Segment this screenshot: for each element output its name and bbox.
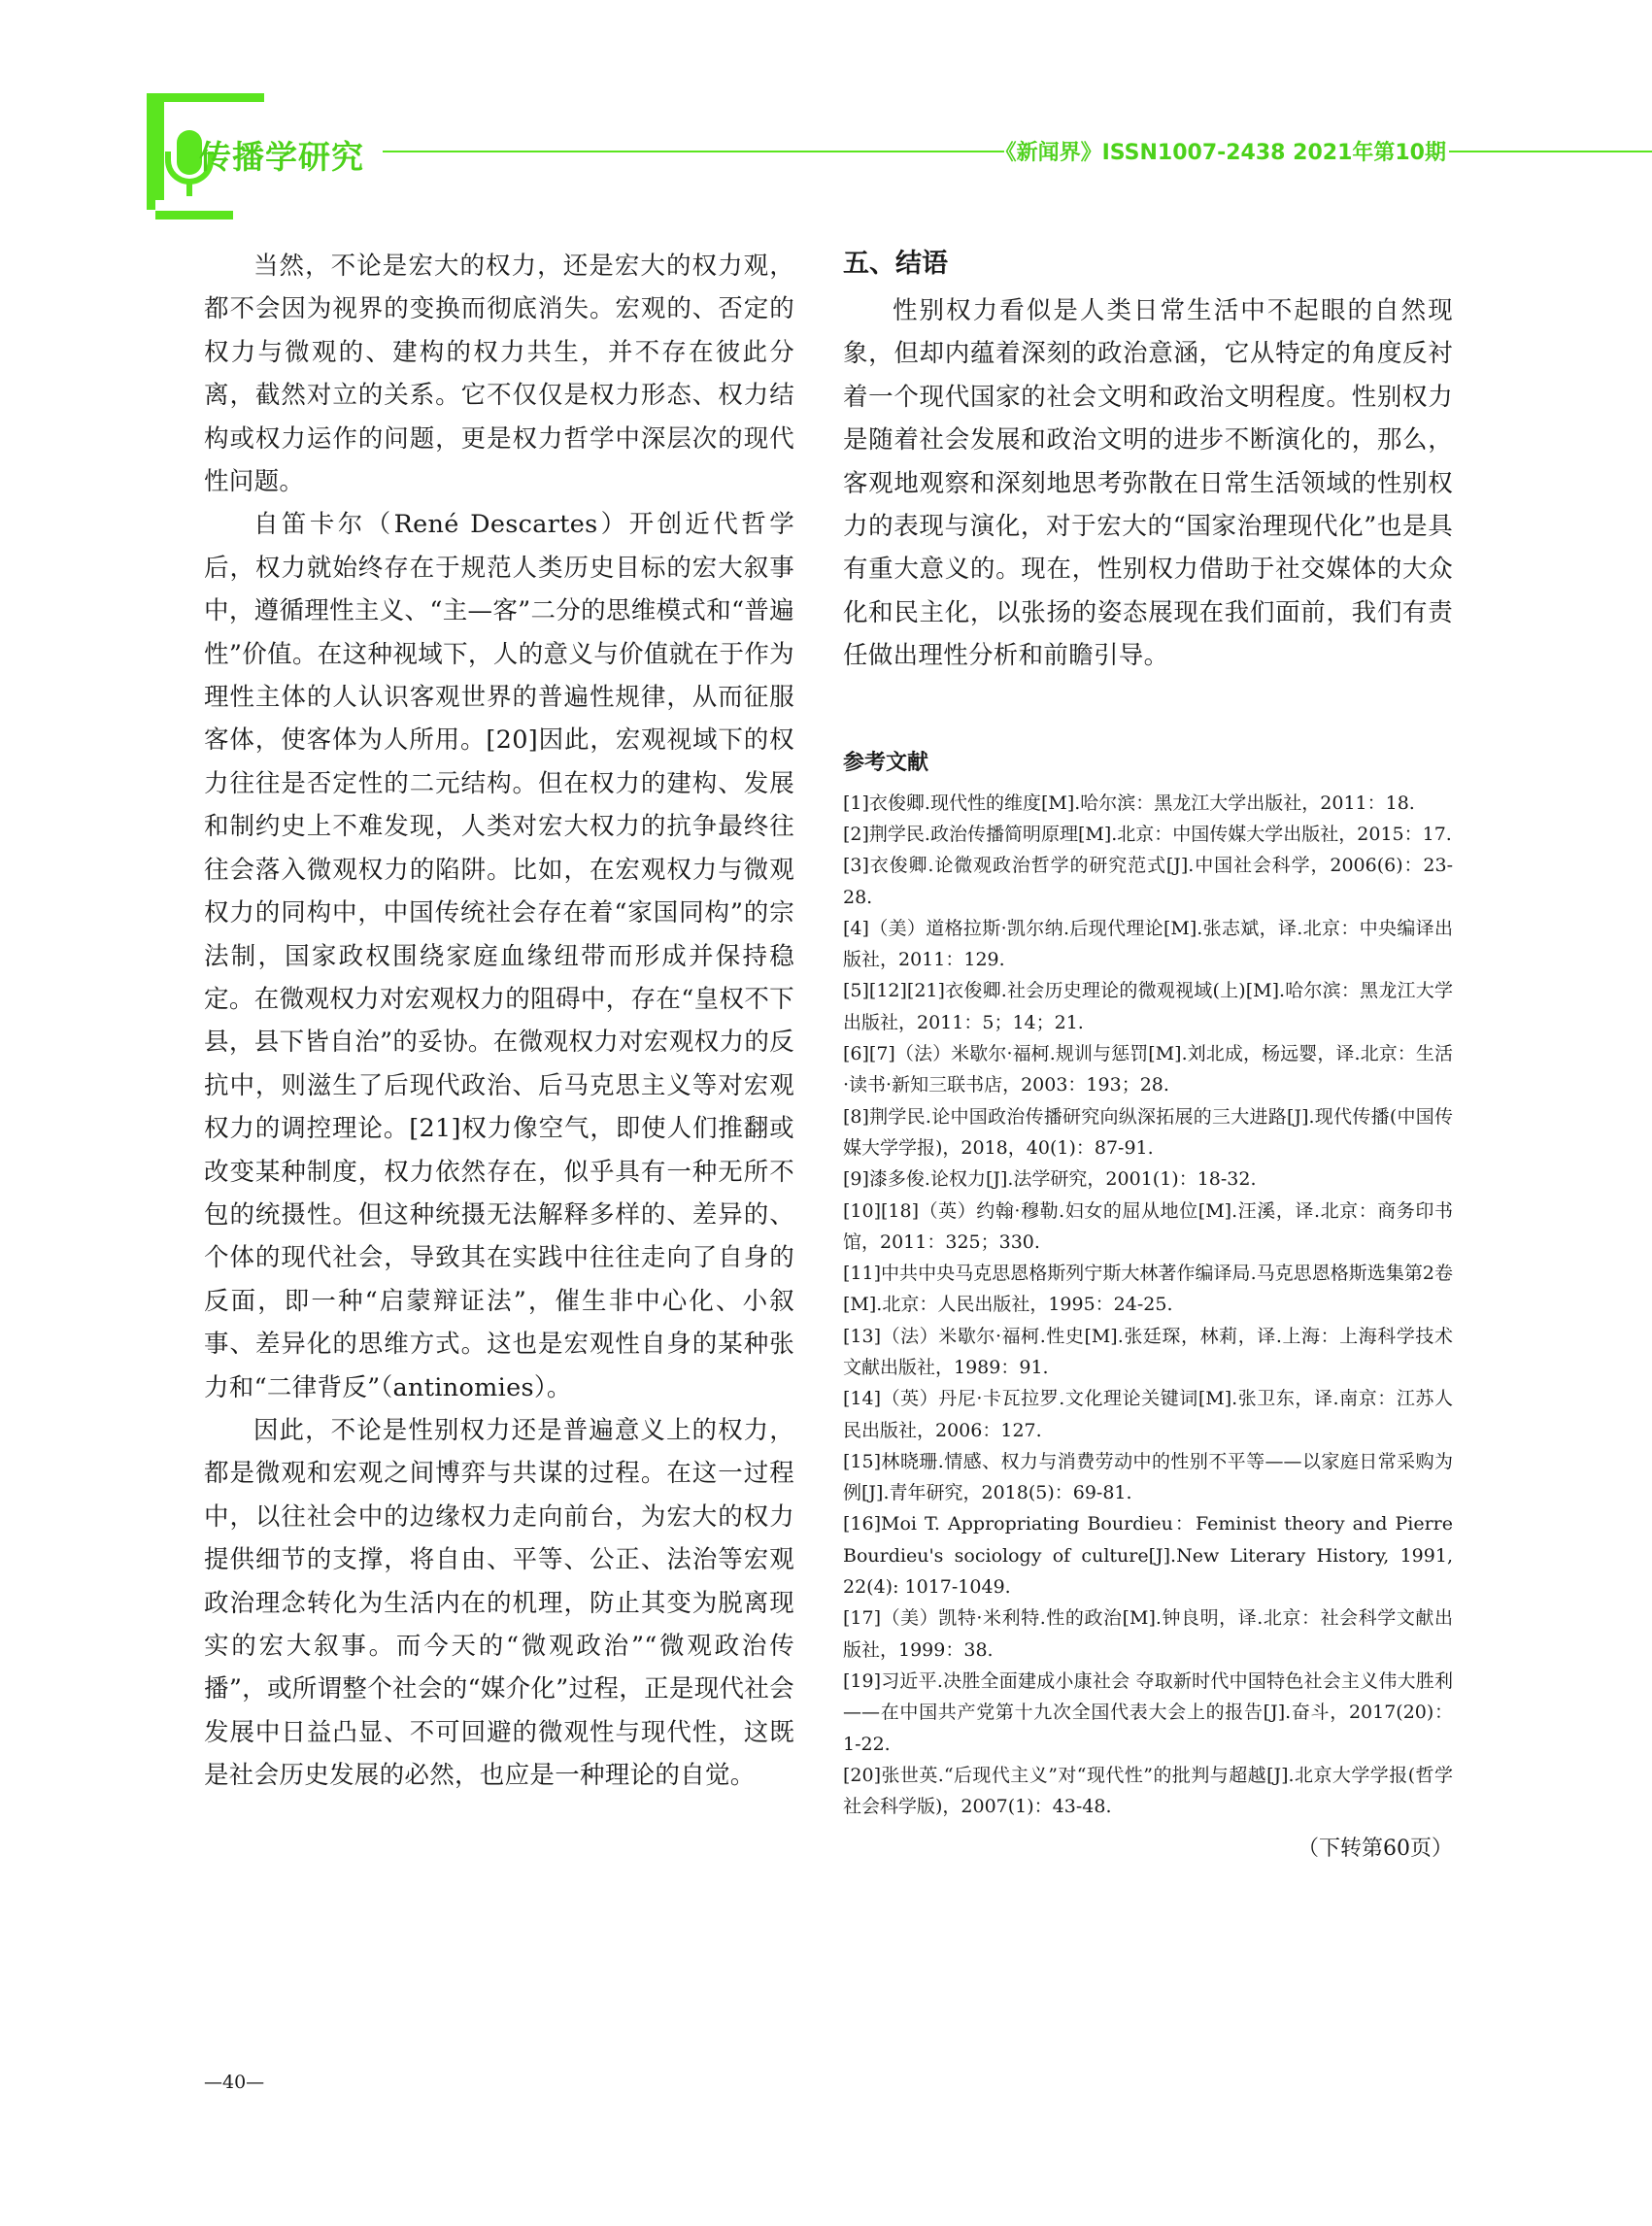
reference-item: [6][7]（法）米歇尔·福柯.规训与惩罚[M].刘北成，杨远婴，译.北京：生活·读书·新知三联书店，2003：193；28. bbox=[843, 1043, 1453, 1096]
reference-item: [4]（美）道格拉斯·凯尔纳.后现代理论[M].张志斌，译.北京：中央编译出版社，2011：129. bbox=[843, 917, 1453, 971]
reference-item: [19]习近平.决胜全面建成小康社会 夺取新时代中国特色社会主义伟大胜利——在中国共产党第十九次全国代表大会上的报告[J].奋斗，2017(20)：1-22. bbox=[843, 1670, 1453, 1755]
reference-item: [20]张世英.“后现代主义”对“现代性”的批判与超越[J].北京大学学报(哲学社会科学版)，2007(1)：43-48. bbox=[843, 1764, 1453, 1818]
body-paragraph: 因此，不论是性别权力还是普遍意义上的权力，都是微观和宏观之间博弈与共谋的过程。在这一过程中，以往社会中的边缘权力走向前台，为宏大的权力提供细节的支撑，将自由、平等、公正、法治等宏观政治理念转化为生活内在的机理，防止其变为脱离现实的宏大叙事。而今天的“微观政治”“微观政治传播”，或所谓整个社会的“媒介化”过程，正是现代社会发展中日益凸显、不可回避的微观性与现代性，这既是社会历史发展的必然，也应是一种理论的自觉。 bbox=[204, 1415, 794, 1791]
references-heading: 参考文献 bbox=[843, 750, 929, 775]
header-rule bbox=[383, 151, 1004, 152]
reference-item: [3]衣俊卿.论微观政治哲学的研究范式[J].中国社会科学，2006(6)：23-28. bbox=[843, 855, 1453, 908]
body-paragraph: 自笛卡尔（René Descartes）开创近代哲学后，权力就始终存在于规范人类历史目标的宏大叙事中，遵循理性主义、“主—客”二分的思维模式和“普遍性”价值。在这种视域下，人的意义与价值就在于作为理性主体的人认识客观世界的普遍性规律，从而征服客体，使客体为人所用。[20]因此，宏观视域下的权力往往是否定性的二元结构。但在权力的建构、发展和制约史上不难发现，人类对宏大权力的抗争最终往往会落入微观权力的陷阱。比如，在宏观权力与微观权力的同构中，中国传统社会存在着“家国同构”的宗法制，国家政权围绕家庭血缘纽带而形成并保持稳定。在微观权力对宏观权力的阻碍中，存在“皇权不下县，县下皆自治”的妥协。在微观权力对宏观权力的反抗中，则滋生了后现代政治、后马克思主义等对宏观权力的调控理论。[21]权力像空气，即使人们推翻或改变某种制度，权力依然存在，似乎具有一种无所不包的统摄性。但这种统摄无法解释多样的、差异的、个体的现代社会，导致其在实践中往往走向了自身的反面，即一种“启蒙辩证法”，催生非中心化、小叙事、差异化的思维方式。这也是宏观性自身的某种张力和“二律背反”（antinomies）。 bbox=[204, 510, 794, 1402]
reference-list bbox=[843, 788, 1453, 1823]
page-number: —40— bbox=[204, 2072, 265, 2093]
reference-item: [15]林晓珊.情感、权力与消费劳动中的性别不平等——以家庭日常采购为例[J].青年研究，2018(5)：69-81. bbox=[843, 1450, 1453, 1504]
reference-item: [17]（美）凯特·米利特.性的政治[M].钟良明，译.北京：社会科学文献出版社，1999：38. bbox=[843, 1607, 1453, 1661]
reference-item: [2]荆学民.政治传播简明原理[M].北京：中国传媒大学出版社，2015：17. bbox=[843, 823, 1452, 845]
reference-item: [5][12][21]衣俊卿.社会历史理论的微观视域(上)[M].哈尔滨：黑龙江大学出版社，2011：5；14；21. bbox=[843, 980, 1453, 1033]
section-heading: 五、结语 bbox=[843, 249, 948, 279]
header-rule-right bbox=[1449, 151, 1652, 152]
left-column bbox=[204, 245, 794, 1798]
reference-item: [9]漆多俊.论权力[J].法学研究，2001(1)：18-32. bbox=[843, 1168, 1257, 1191]
column-title: 传播学研究 bbox=[199, 138, 364, 176]
right-column bbox=[843, 245, 1453, 1862]
reference-item: [8]荆学民.论中国政治传播研究向纵深拓展的三大进路[J].现代传播(中国传媒大学学报)，2018，40(1)：87-91. bbox=[843, 1105, 1453, 1159]
journal-info: 《新闻界》ISSN1007-2438 2021年第10期 bbox=[995, 141, 1446, 165]
continue-note: （下转第60页） bbox=[1298, 1837, 1453, 1862]
conclusion-paragraph: 性别权力看似是人类日常生活中不起眼的自然现象，但却内蕴着深刻的政治意涵，它从特定的角度反衬着一个现代国家的社会文明和政治文明程度。性别权力是随着社会发展和政治文明的进步不断演化的，那么，客观地观察和深刻地思考弥散在日常生活领域的性别权力的表现与演化，对于宏大的“国家治理现代化”也是具有重大意义的。现在，性别权力借助于社交媒体的大众化和民主化，以张扬的姿态展现在我们面前，我们有责任做出理性分析和前瞻引导。 bbox=[843, 296, 1453, 671]
reference-item: [16]Moi T. Appropriating Bourdieu：Feminist theory and Pierre Bourdieu's sociology of culture[J].New Literary History, 1991, 22(4): 1017-1049. bbox=[843, 1513, 1453, 1599]
reference-item: [1]衣俊卿.现代性的维度[M].哈尔滨：黑龙江大学出版社，2011：18. bbox=[843, 792, 1415, 814]
reference-item: [10][18]（英）约翰·穆勒.妇女的屈从地位[M].汪溪，译.北京：商务印书馆，2011：325；330. bbox=[843, 1199, 1453, 1253]
body-paragraph: 当然，不论是宏大的权力，还是宏大的权力观，都不会因为视界的变换而彻底消失。宏观的、否定的权力与微观的、建构的权力共生，并不存在彼此分离，截然对立的关系。它不仅仅是权力形态、权力结构或权力运作的问题，更是权力哲学中深层次的现代性问题。 bbox=[204, 252, 794, 497]
reference-item: [13]（法）米歇尔·福柯.性史[M].张廷琛，林莉，译.上海：上海科学技术文献出版社，1989：91. bbox=[843, 1325, 1453, 1378]
reference-item: [11]中共中央马克思恩格斯列宁斯大林著作编译局.马克思恩格斯选集第2卷[M].北京：人民出版社，1995：24-25. bbox=[843, 1263, 1453, 1316]
reference-item: [14]（英）丹尼·卡瓦拉罗.文化理论关键词[M].张卫东，译.南京：江苏人民出版社，2006：127. bbox=[843, 1388, 1453, 1441]
